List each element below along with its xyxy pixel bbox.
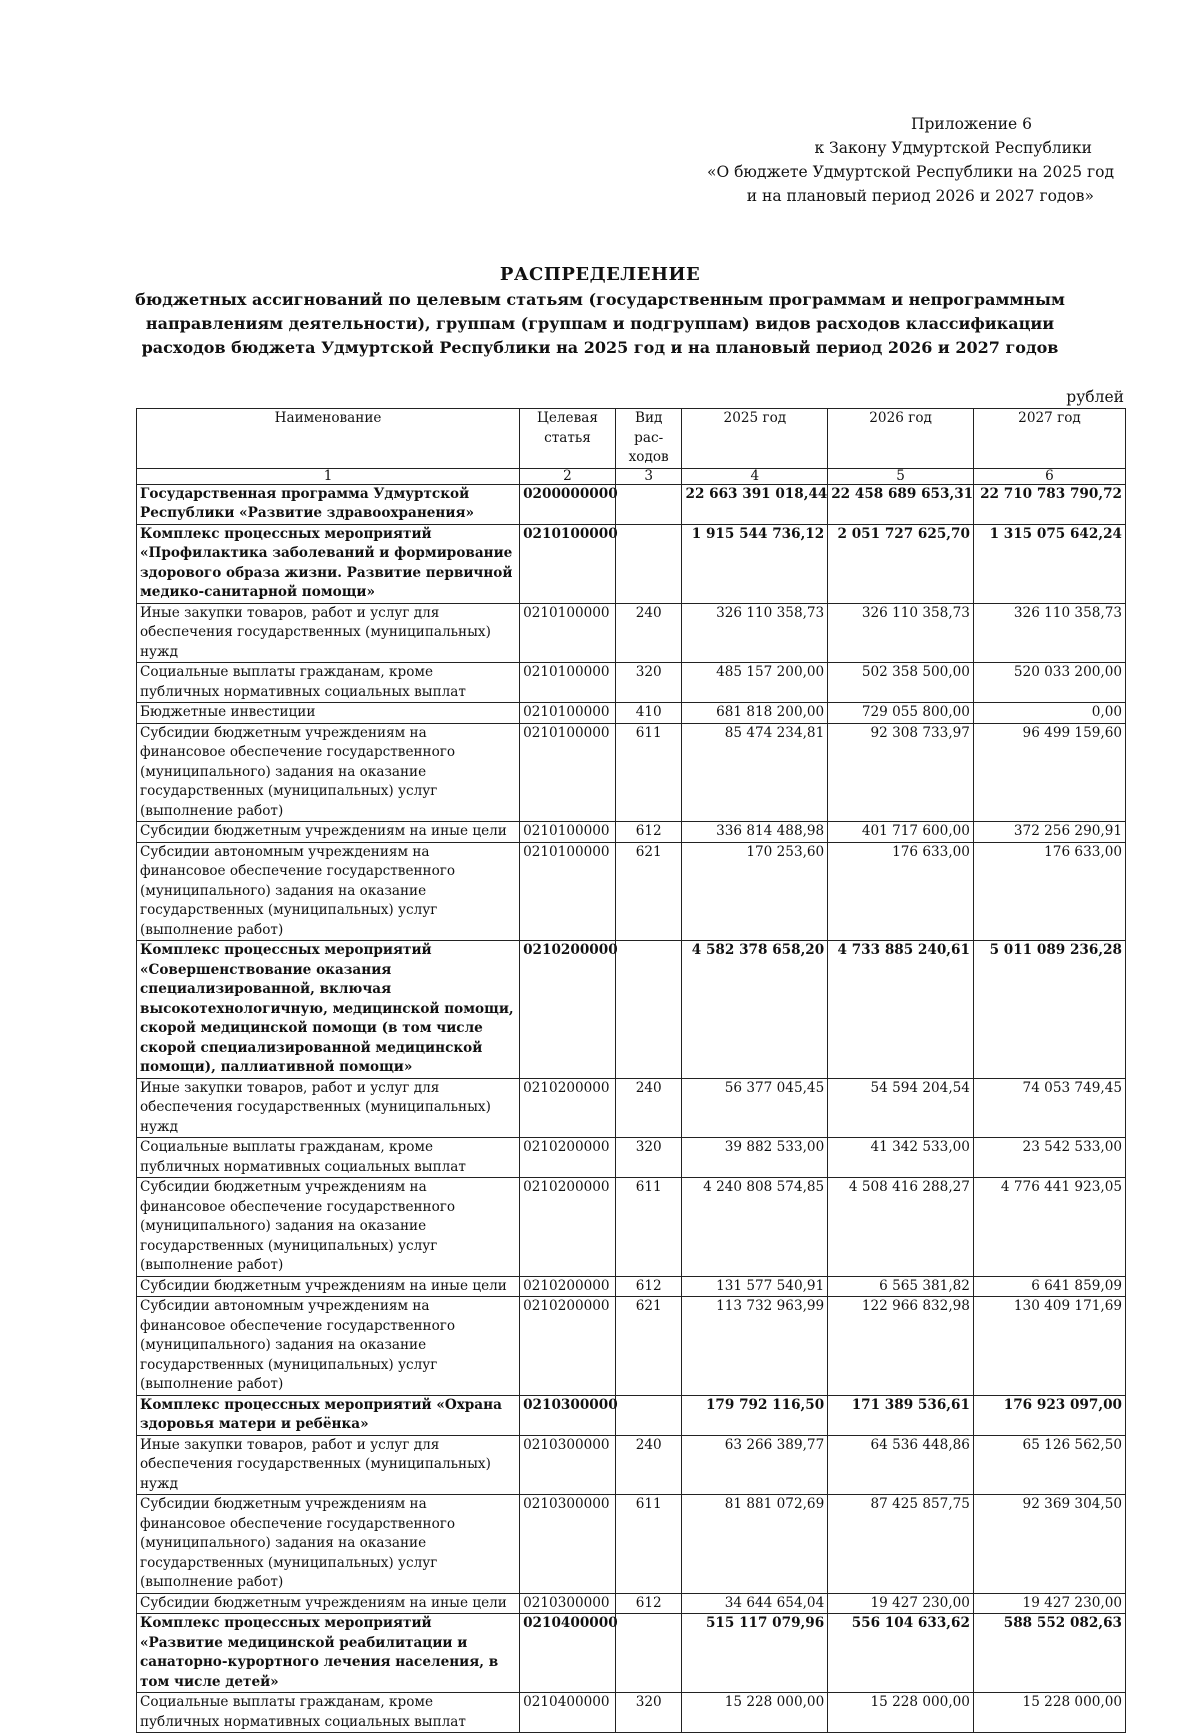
row-expense-kind xyxy=(615,484,682,524)
row-amount-2027: 22 710 783 790,72 xyxy=(973,484,1125,524)
table-row xyxy=(137,1178,1126,1277)
table-row xyxy=(137,1078,1126,1138)
row-amount-2027: 74 053 749,45 xyxy=(973,1078,1125,1138)
row-expense-kind xyxy=(615,941,682,1079)
row-amount-2025: 85 474 234,81 xyxy=(682,723,828,822)
row-target-code: 0210100000 xyxy=(520,663,616,703)
row-amount-2025: 681 818 200,00 xyxy=(682,703,828,724)
row-amount-2025: 4 582 378 658,20 xyxy=(682,941,828,1079)
title-main: РАСПРЕДЕЛЕНИЕ xyxy=(499,264,701,285)
row-amount-2026: 92 308 733,97 xyxy=(828,723,974,822)
table-row xyxy=(137,663,1126,703)
row-amount-2026: 556 104 633,62 xyxy=(828,1614,974,1693)
row-name: Социальные выплаты гражданам, кроме публичных нормативных социальных выплат xyxy=(137,1138,520,1178)
table-row xyxy=(137,1593,1126,1614)
row-expense-kind: 240 xyxy=(615,1078,682,1138)
table-row xyxy=(137,1693,1126,1733)
row-target-code: 0210200000 xyxy=(520,1276,616,1297)
row-amount-2026: 171 389 536,61 xyxy=(828,1395,974,1435)
row-amount-2026: 729 055 800,00 xyxy=(828,703,974,724)
row-name: Субсидии бюджетным учреждениям на финансовое обеспечение государственного (муниципального) задания на оказание государственных (муниципальных) услуг (выполнение работ) xyxy=(137,1178,520,1277)
header-2025: 2025 год xyxy=(682,409,828,469)
row-amount-2025: 131 577 540,91 xyxy=(682,1276,828,1297)
row-amount-2027: 130 409 171,69 xyxy=(973,1297,1125,1396)
currency-unit: рублей xyxy=(1066,388,1124,406)
row-amount-2025: 170 253,60 xyxy=(682,842,828,941)
row-amount-2025: 39 882 533,00 xyxy=(682,1138,828,1178)
row-name: Субсидии бюджетным учреждениям на иные цели xyxy=(137,1593,520,1614)
row-amount-2025: 326 110 358,73 xyxy=(682,603,828,663)
row-expense-kind xyxy=(615,1614,682,1693)
header-code: Целевая статья xyxy=(520,409,616,469)
title-line-3: расходов бюджета Удмуртской Республики на 2025 год и на плановый период 2026 и 2027 годов xyxy=(141,338,1059,357)
appendix-number: Приложение 6 xyxy=(910,115,1032,133)
row-name: Комплекс процессных мероприятий «Развитие медицинской реабилитации и санаторно-курортного лечения населения, в том числе детей» xyxy=(137,1614,520,1693)
row-amount-2026: 4 733 885 240,61 xyxy=(828,941,974,1079)
row-name: Субсидии бюджетным учреждениям на иные цели xyxy=(137,822,520,843)
row-amount-2025: 1 915 544 736,12 xyxy=(682,524,828,603)
row-name: Иные закупки товаров, работ и услуг для обеспечения государственных (муниципальных) нужд xyxy=(137,1078,520,1138)
row-name: Комплекс процессных мероприятий «Охрана здоровья матери и ребёнка» xyxy=(137,1395,520,1435)
table-row xyxy=(137,1276,1126,1297)
table-row xyxy=(137,524,1126,603)
row-amount-2025: 485 157 200,00 xyxy=(682,663,828,703)
budget-table xyxy=(136,408,1126,1733)
row-amount-2025: 113 732 963,99 xyxy=(682,1297,828,1396)
row-amount-2026: 326 110 358,73 xyxy=(828,603,974,663)
appendix-law-ref: к Закону Удмуртской Республики xyxy=(814,139,1092,157)
row-expense-kind: 612 xyxy=(615,1593,682,1614)
title-line-1: бюджетных ассигнований по целевым статьям (государственным программам и непрограммным xyxy=(135,290,1065,309)
table-index-row xyxy=(137,468,1126,484)
row-amount-2027: 5 011 089 236,28 xyxy=(973,941,1125,1079)
row-target-code: 0210200000 xyxy=(520,1138,616,1178)
row-amount-2025: 63 266 389,77 xyxy=(682,1435,828,1495)
row-target-code: 0210300000 xyxy=(520,1435,616,1495)
table-row xyxy=(137,1297,1126,1396)
row-target-code: 0210200000 xyxy=(520,1078,616,1138)
row-amount-2027: 0,00 xyxy=(973,703,1125,724)
table-header-row xyxy=(137,409,1126,469)
row-target-code: 0210200000 xyxy=(520,1297,616,1396)
table-body xyxy=(137,484,1126,1733)
row-amount-2026: 87 425 857,75 xyxy=(828,1495,974,1594)
row-expense-kind: 320 xyxy=(615,1138,682,1178)
row-expense-kind: 410 xyxy=(615,703,682,724)
row-target-code: 0210100000 xyxy=(520,842,616,941)
document-title xyxy=(120,262,1080,360)
table-row xyxy=(137,1395,1126,1435)
row-expense-kind: 612 xyxy=(615,1276,682,1297)
table-row xyxy=(137,603,1126,663)
row-target-code: 0210100000 xyxy=(520,723,616,822)
row-amount-2027: 6 641 859,09 xyxy=(973,1276,1125,1297)
row-amount-2026: 176 633,00 xyxy=(828,842,974,941)
row-amount-2026: 64 536 448,86 xyxy=(828,1435,974,1495)
row-expense-kind: 611 xyxy=(615,723,682,822)
row-name: Субсидии автономным учреждениям на финансовое обеспечение государственного (муниципального) задания на оказание государственных (муниципальных) услуг (выполнение работ) xyxy=(137,842,520,941)
row-amount-2027: 15 228 000,00 xyxy=(973,1693,1125,1733)
appendix-law-title: «О бюджете Удмуртской Республики на 2025 год xyxy=(706,163,1114,181)
row-name: Субсидии автономным учреждениям на финансовое обеспечение государственного (муниципального) задания на оказание государственных (муниципальных) услуг (выполнение работ) xyxy=(137,1297,520,1396)
row-expense-kind: 320 xyxy=(615,663,682,703)
row-amount-2027: 326 110 358,73 xyxy=(973,603,1125,663)
index-cell: 1 xyxy=(137,468,520,484)
row-amount-2027: 96 499 159,60 xyxy=(973,723,1125,822)
row-target-code: 0210400000 xyxy=(520,1693,616,1733)
row-name: Бюджетные инвестиции xyxy=(137,703,520,724)
row-amount-2027: 520 033 200,00 xyxy=(973,663,1125,703)
row-amount-2026: 2 051 727 625,70 xyxy=(828,524,974,603)
table-row xyxy=(137,703,1126,724)
row-target-code: 0210300000 xyxy=(520,1593,616,1614)
row-amount-2025: 179 792 116,50 xyxy=(682,1395,828,1435)
row-target-code: 0210200000 xyxy=(520,1178,616,1277)
row-amount-2027: 19 427 230,00 xyxy=(973,1593,1125,1614)
table-row xyxy=(137,1435,1126,1495)
row-expense-kind: 612 xyxy=(615,822,682,843)
row-amount-2027: 176 633,00 xyxy=(973,842,1125,941)
row-expense-kind: 240 xyxy=(615,603,682,663)
row-amount-2027: 372 256 290,91 xyxy=(973,822,1125,843)
row-amount-2025: 336 814 488,98 xyxy=(682,822,828,843)
row-amount-2026: 122 966 832,98 xyxy=(828,1297,974,1396)
appendix-header xyxy=(654,112,1114,208)
row-amount-2025: 34 644 654,04 xyxy=(682,1593,828,1614)
row-target-code: 0210300000 xyxy=(520,1395,616,1435)
row-target-code: 0210300000 xyxy=(520,1495,616,1594)
row-target-code: 0200000000 xyxy=(520,484,616,524)
row-amount-2026: 22 458 689 653,31 xyxy=(828,484,974,524)
row-amount-2026: 401 717 600,00 xyxy=(828,822,974,843)
row-amount-2027: 65 126 562,50 xyxy=(973,1435,1125,1495)
table-row xyxy=(137,723,1126,822)
row-name: Государственная программа Удмуртской Республики «Развитие здравоохранения» xyxy=(137,484,520,524)
row-name: Иные закупки товаров, работ и услуг для обеспечения государственных (муниципальных) нужд xyxy=(137,603,520,663)
row-amount-2027: 1 315 075 642,24 xyxy=(973,524,1125,603)
header-2026: 2026 год xyxy=(828,409,974,469)
row-amount-2025: 515 117 079,96 xyxy=(682,1614,828,1693)
row-expense-kind: 320 xyxy=(615,1693,682,1733)
row-amount-2025: 56 377 045,45 xyxy=(682,1078,828,1138)
row-amount-2026: 54 594 204,54 xyxy=(828,1078,974,1138)
row-amount-2026: 4 508 416 288,27 xyxy=(828,1178,974,1277)
row-name: Комплекс процессных мероприятий «Совершенствование оказания специализированной, включая высокотехнологичную, медицинской помощи, скорой медицинской помощи (в том числе скорой специализированной медицинской помощи), паллиативной помощи» xyxy=(137,941,520,1079)
row-amount-2027: 588 552 082,63 xyxy=(973,1614,1125,1693)
index-cell: 4 xyxy=(682,468,828,484)
index-cell: 6 xyxy=(973,468,1125,484)
row-name: Иные закупки товаров, работ и услуг для обеспечения государственных (муниципальных) нужд xyxy=(137,1435,520,1495)
row-target-code: 0210200000 xyxy=(520,941,616,1079)
header-2027: 2027 год xyxy=(973,409,1125,469)
row-amount-2026: 41 342 533,00 xyxy=(828,1138,974,1178)
row-target-code: 0210400000 xyxy=(520,1614,616,1693)
row-name: Субсидии бюджетным учреждениям на финансовое обеспечение государственного (муниципального) задания на оказание государственных (муниципальных) услуг (выполнение работ) xyxy=(137,1495,520,1594)
row-amount-2025: 15 228 000,00 xyxy=(682,1693,828,1733)
title-line-2: направлениям деятельности), группам (группам и подгруппам) видов расходов классификации xyxy=(145,314,1055,333)
table-row xyxy=(137,842,1126,941)
row-amount-2025: 4 240 808 574,85 xyxy=(682,1178,828,1277)
row-expense-kind xyxy=(615,524,682,603)
row-expense-kind: 611 xyxy=(615,1178,682,1277)
table-row xyxy=(137,1138,1126,1178)
row-target-code: 0210100000 xyxy=(520,822,616,843)
table-row xyxy=(137,1614,1126,1693)
table-row xyxy=(137,822,1126,843)
row-amount-2026: 15 228 000,00 xyxy=(828,1693,974,1733)
row-name: Социальные выплаты гражданам, кроме публичных нормативных социальных выплат xyxy=(137,1693,520,1733)
row-amount-2027: 23 542 533,00 xyxy=(973,1138,1125,1178)
row-name: Субсидии бюджетным учреждениям на финансовое обеспечение государственного (муниципального) задания на оказание государственных (муниципальных) услуг (выполнение работ) xyxy=(137,723,520,822)
table-row xyxy=(137,484,1126,524)
row-name: Комплекс процессных мероприятий «Профилактика заболеваний и формирование здорового образа жизни. Развитие первичной медико-санитарной помощи» xyxy=(137,524,520,603)
row-amount-2027: 4 776 441 923,05 xyxy=(973,1178,1125,1277)
table-row xyxy=(137,1495,1126,1594)
table-row xyxy=(137,941,1126,1079)
row-amount-2025: 81 881 072,69 xyxy=(682,1495,828,1594)
row-target-code: 0210100000 xyxy=(520,703,616,724)
index-cell: 2 xyxy=(520,468,616,484)
appendix-law-period: и на плановый период 2026 и 2027 годов» xyxy=(746,187,1094,205)
row-amount-2027: 176 923 097,00 xyxy=(973,1395,1125,1435)
row-name: Социальные выплаты гражданам, кроме публичных нормативных социальных выплат xyxy=(137,663,520,703)
row-name: Субсидии бюджетным учреждениям на иные цели xyxy=(137,1276,520,1297)
row-expense-kind: 240 xyxy=(615,1435,682,1495)
row-target-code: 0210100000 xyxy=(520,603,616,663)
index-cell: 3 xyxy=(615,468,682,484)
row-amount-2026: 502 358 500,00 xyxy=(828,663,974,703)
index-cell: 5 xyxy=(828,468,974,484)
row-expense-kind: 621 xyxy=(615,842,682,941)
row-amount-2027: 92 369 304,50 xyxy=(973,1495,1125,1594)
row-target-code: 0210100000 xyxy=(520,524,616,603)
row-expense-kind: 611 xyxy=(615,1495,682,1594)
header-name: Наименование xyxy=(137,409,520,469)
row-expense-kind: 621 xyxy=(615,1297,682,1396)
row-expense-kind xyxy=(615,1395,682,1435)
row-amount-2025: 22 663 391 018,44 xyxy=(682,484,828,524)
row-amount-2026: 6 565 381,82 xyxy=(828,1276,974,1297)
header-kind: Вид рас-ходов xyxy=(615,409,682,469)
row-amount-2026: 19 427 230,00 xyxy=(828,1593,974,1614)
